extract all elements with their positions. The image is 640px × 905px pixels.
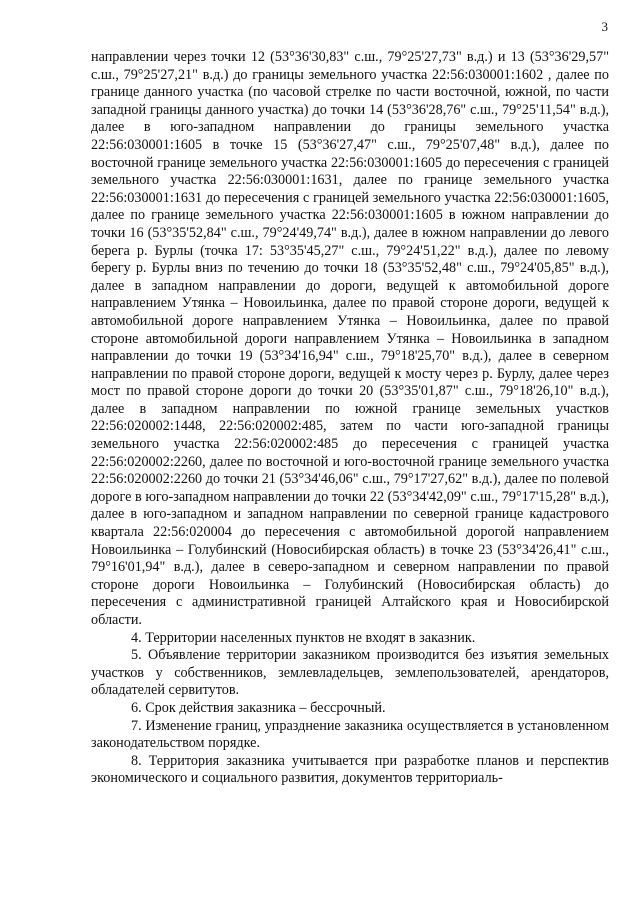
boundary-description-paragraph: направлении через точки 12 (53°36'30,83" с.ш., 79°25'27,73" в.д.) и 13 (53°36'29,57" с.ш., 79°25'27,21" в.д.) до границы земельного участка 22:56:030001:1602 , далее по границе данного участка (по часовой стрелке по части восточной, южной, по части западной границы данного участка) до точки 14 (53°36'28,76" с.ш., 79°25'11,54" в.д.), далее в юго-западном направлении до границы земельного участка 22:56:030001:1605 в точке 15 (53°36'27,47" с.ш., 79°25'07,48" в.д.), далее по восточной границе земельного участка 22:56:030001:1605 до пересечения с границей земельного участка 22:56:030001:1631, далее по границе земельного участка 22:56:030001:1631 до пересечения с границей земельного участка 22:56:030001:1605, далее по границе земельного участка 22:56:030001:1605 в южном направлении до точки 16 (53°35'52,84" с.ш., 79°24'49,74" в.д.), далее в южном направлении до левого берега р. Бурлы (точка 17: 53°35'45,27" с.ш., 79°24'51,22" в.д.), далее по левому берегу р. Бурлы вниз по течению до точки 18 (53°35'52,48" с.ш., 79°24'05,85" в.д.), далее в западном направлении до дороги, ведущей к автомобильной дороге направлением Утянка – Новоильинка, далее по правой стороне дороги, ведущей к автомобильной дороге направлением Утянка – Новоильинка, далее по правой стороне автомобильной дороги направлением Утянка – Новоильинка в западном направлении до точки 19 (53°34'16,94" с.ш., 79°18'25,70" в.д.), далее в северном направлении по правой стороне дороги, ведущей к мосту через р. Бурлу, далее через мост по правой стороне дороги до точки 20 (53°35'01,87" с.ш., 79°18'26,10" в.д.), далее в западном направлении по южной границе земельных участков 22:56:020002:1448, 22:56:020002:485, затем по части юго-западной границы земельного участка 22:56:020002:485 до пересечения с границей участка 22:56:020002:2260, далее по восточной и юго-восточной границе земельного участка 22:56:020002:2260 до точки 21 (53°34'46,06" с.ш., 79°17'27,62" в.д.), далее по полевой дороге в юго-западном направлении до точки 22 (53°34'42,09" с.ш., 79°17'15,28" в.д.), далее в юго-западном и западном направлении по северной границе кадастрового квартала 22:56:020004 до пересечения с автомобильной дорогой направлением Новоильинка – Голубинский (Новосибирская область) в точке 23 (53°34'26,41" с.ш., 79°16'01,94" в.д.), далее в северо-западном и северном направлении по правой стороне дороги Новоильинка – Голубинский (Новосибирская область) до пересечения с административной границей Алтайского края и Новосибирской области. xyxy=(91,49,609,628)
item-8-paragraph: 8. Территория заказника учитывается при разработке планов и перспектив экономического и социального развития, документов территориаль- xyxy=(91,752,609,787)
item-7-paragraph: 7. Изменение границ, упразднение заказника осуществляется в установленном законодательством порядке. xyxy=(91,717,609,752)
document-body xyxy=(91,49,609,788)
item-4-paragraph: 4. Территории населенных пунктов не входят в заказник. xyxy=(131,629,476,646)
item-6-paragraph: 6. Срок действия заказника – бессрочный. xyxy=(131,699,386,716)
page-number: 3 xyxy=(601,19,608,34)
item-5-paragraph: 5. Объявление территории заказником производится без изъятия земельных участков у собственников, землевладельцев, землепользователей, арендаторов, обладателей сервитутов. xyxy=(91,647,609,699)
